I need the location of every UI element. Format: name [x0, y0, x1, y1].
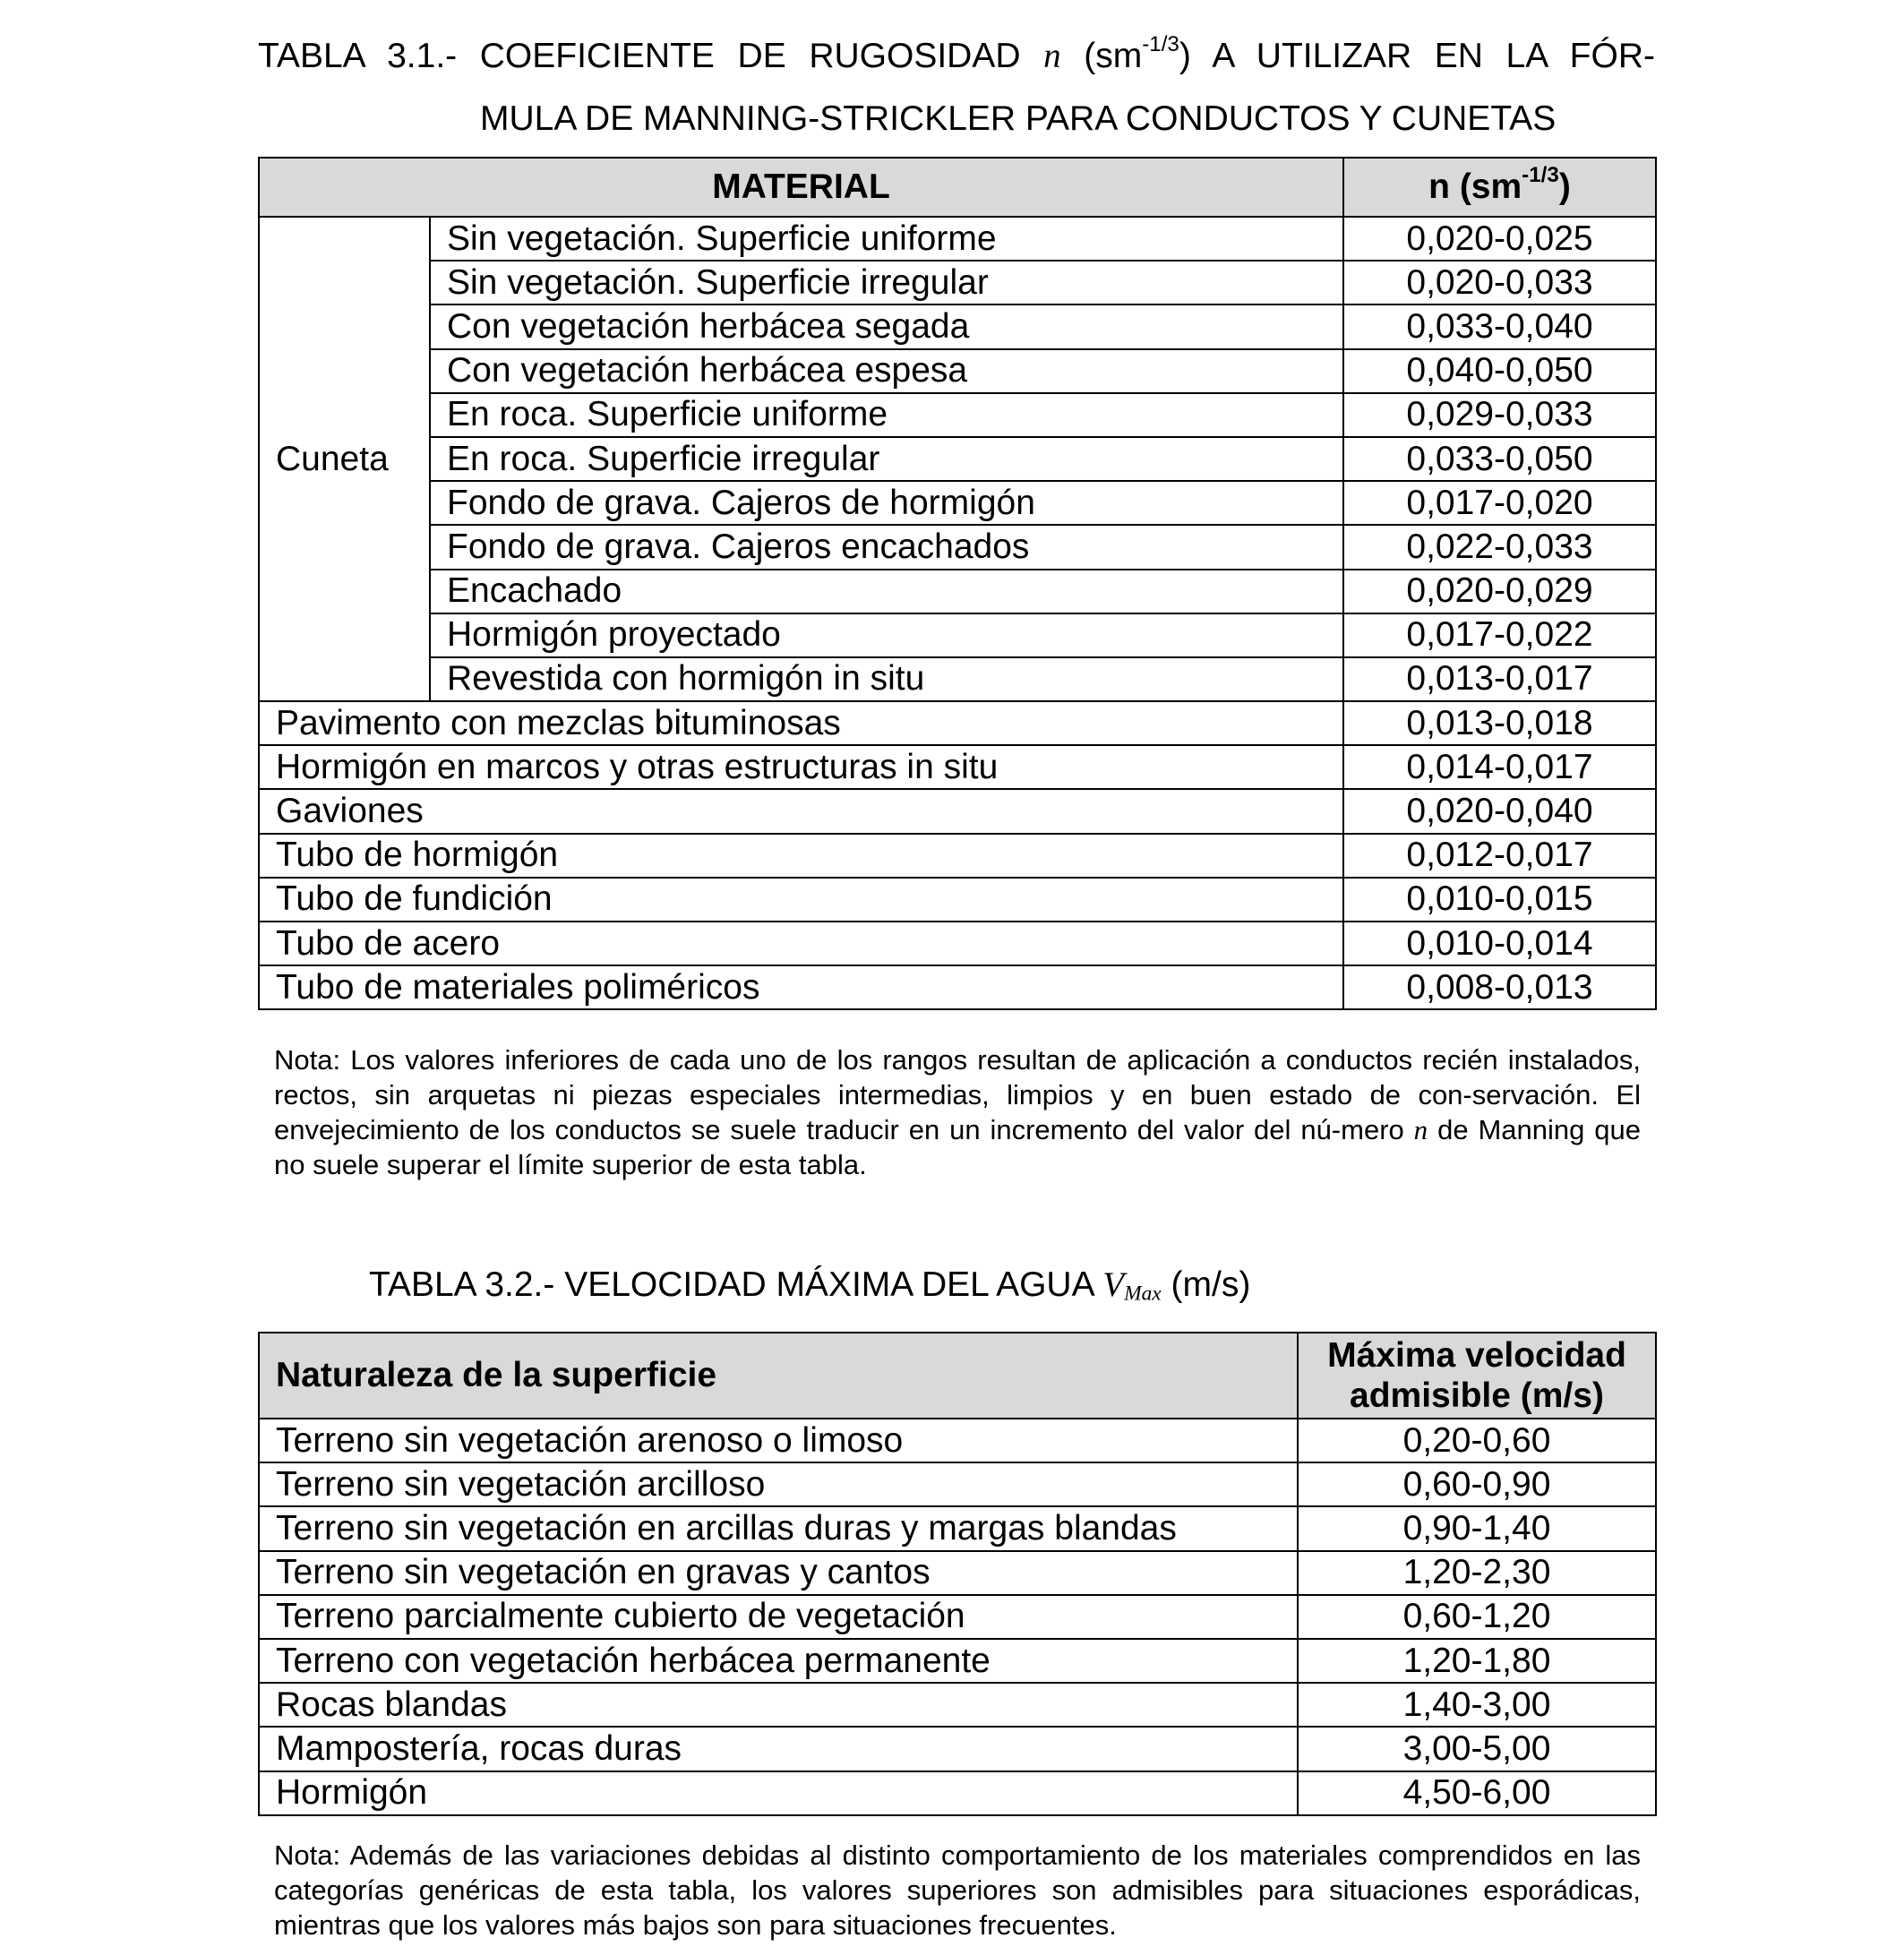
table-row [259, 613, 1656, 657]
table-row [259, 570, 1656, 613]
n-value-cell: 0,008-0,013 [1343, 965, 1656, 1009]
surface-cell: Rocas blandas [259, 1683, 1298, 1727]
table-row [259, 701, 1656, 745]
velocity-cell: 0,60-1,20 [1298, 1595, 1656, 1639]
unit-base: (sm [1084, 37, 1143, 75]
table-row [259, 1639, 1656, 1683]
surface-cell: Terreno parcialmente cubierto de vegetación [259, 1595, 1298, 1639]
velocity-cell: 0,20-0,60 [1298, 1419, 1656, 1462]
n-value-cell: 0,014-0,017 [1343, 745, 1656, 789]
material-cell: Tubo de acero [259, 922, 1343, 965]
table-row [259, 657, 1656, 701]
n-value-cell: 0,017-0,020 [1343, 481, 1656, 525]
velocity-table [258, 1332, 1657, 1816]
material-cell: Encachado [430, 570, 1343, 613]
header-n [1343, 158, 1656, 217]
material-cell: Fondo de grava. Cajeros de hormigón [430, 481, 1343, 525]
vmax-symbol [1102, 1265, 1161, 1304]
table-row [259, 1727, 1656, 1771]
velocity-cell: 0,90-1,40 [1298, 1506, 1656, 1550]
surface-cell: Terreno sin vegetación en arcillas duras y margas blandas [259, 1506, 1298, 1550]
material-cell: Pavimento con mezclas bituminosas [259, 701, 1343, 745]
material-cell: Sin vegetación. Superficie irregular [430, 261, 1343, 304]
header-material: MATERIAL [259, 158, 1343, 217]
table2-note: Nota: Además de las variaciones debidas al distinto comportamiento de los materiales comprendidos en las categorías genéricas de esta tabla, los valores superiores son admisibles para situaciones esporádicas, mientras que los valores más bajos son para situaciones frecuentes. [274, 1839, 1641, 1941]
header-n-exp: -1/3 [1522, 162, 1559, 187]
n-value-cell: 0,020-0,033 [1343, 261, 1656, 304]
table-row [259, 1506, 1656, 1550]
table-row [259, 525, 1656, 569]
n-value-cell: 0,017-0,022 [1343, 613, 1656, 657]
surface-cell: Terreno sin vegetación en gravas y cantos [259, 1551, 1298, 1595]
table1-header-row [259, 158, 1656, 217]
header-velocity-line2: admisible (m/s) [1350, 1376, 1604, 1415]
n-value-cell: 0,033-0,050 [1343, 437, 1656, 481]
material-cell: Sin vegetación. Superficie uniforme [430, 217, 1343, 261]
velocity-cell: 1,20-2,30 [1298, 1551, 1656, 1595]
table-row [259, 1595, 1656, 1639]
velocity-cell: 0,60-0,90 [1298, 1462, 1656, 1506]
table2-header-row [259, 1333, 1656, 1419]
material-cell: Revestida con hormigón in situ [430, 657, 1343, 701]
note1-text-end: de Manning que no suele superar el límite superior de esta tabla. [274, 1114, 1641, 1180]
material-cell: En roca. Superficie irregular [430, 437, 1343, 481]
n-value-cell: 0,012-0,017 [1343, 834, 1656, 878]
material-cell: Tubo de hormigón [259, 834, 1343, 878]
n-value-cell: 0,020-0,029 [1343, 570, 1656, 613]
n-value-cell: 0,029-0,033 [1343, 393, 1656, 437]
table1-title-unit [1084, 31, 1191, 75]
table-row [259, 1771, 1656, 1815]
table-row [259, 965, 1656, 1009]
velocity-cell: 1,40-3,00 [1298, 1683, 1656, 1727]
table-row [259, 349, 1656, 393]
vmax-sub: Max [1124, 1282, 1162, 1306]
n-value-cell: 0,040-0,050 [1343, 349, 1656, 393]
surface-cell: Mampostería, rocas duras [259, 1727, 1298, 1771]
note1-text: Nota: Los valores inferiores de cada uno de los rangos resultan de aplicación a conductos recién instalados, rectos, sin arquetas ni piezas especiales intermedias, limpios y en buen estado de con-servación. El envejecimiento de los conductos se suele traducir en un incremento del valor del nú-mero [274, 1044, 1641, 1145]
velocity-cell: 1,20-1,80 [1298, 1639, 1656, 1683]
n-value-cell: 0,022-0,033 [1343, 525, 1656, 569]
table2-title [369, 1265, 1250, 1307]
note1-var: n [1413, 1114, 1428, 1145]
material-cell: En roca. Superficie uniforme [430, 393, 1343, 437]
table1-title-line2: MULA DE MANNING-STRICKLER PARA CONDUCTOS Y CUNETAS [480, 99, 1557, 138]
header-velocity [1298, 1333, 1656, 1419]
header-n-base: n (sm [1428, 167, 1522, 206]
n-value-cell: 0,033-0,040 [1343, 304, 1656, 348]
table-row [259, 261, 1656, 304]
table1-title [258, 25, 1655, 150]
material-cell: Tubo de materiales poliméricos [259, 965, 1343, 1009]
table-row [259, 922, 1656, 965]
surface-cell: Terreno sin vegetación arenoso o limoso [259, 1419, 1298, 1462]
table2-title-unit: (m/s) [1171, 1265, 1251, 1304]
surface-cell: Hormigón [259, 1771, 1298, 1815]
table-row [259, 878, 1656, 922]
n-value-cell: 0,010-0,015 [1343, 878, 1656, 922]
velocity-cell: 4,50-6,00 [1298, 1771, 1656, 1815]
table-row [259, 437, 1656, 481]
material-cell: Fondo de grava. Cajeros encachados [430, 525, 1343, 569]
table-row [259, 481, 1656, 525]
roughness-table [258, 157, 1657, 1010]
table-row [259, 304, 1656, 348]
n-value-cell: 0,013-0,017 [1343, 657, 1656, 701]
table-row [259, 393, 1656, 437]
vmax-var: V [1102, 1265, 1125, 1304]
header-velocity-line1: Máxima velocidad [1327, 1336, 1626, 1375]
material-cell: Hormigón proyectado [430, 613, 1343, 657]
unit-close: ) [1179, 37, 1191, 75]
header-n-close: ) [1558, 167, 1571, 206]
table-row [259, 1683, 1656, 1727]
table-row [259, 1419, 1656, 1462]
n-value-cell: 0,020-0,025 [1343, 217, 1656, 261]
n-value-cell: 0,010-0,014 [1343, 922, 1656, 965]
table-row [259, 745, 1656, 789]
header-surface: Naturaleza de la superficie [259, 1333, 1298, 1419]
material-cell: Gaviones [259, 789, 1343, 833]
table-row [259, 1551, 1656, 1595]
table1-note [274, 1042, 1641, 1182]
table-row [259, 834, 1656, 878]
unit-exp: -1/3 [1142, 31, 1179, 56]
group-label: Cuneta [259, 217, 430, 701]
table-row [259, 789, 1656, 833]
material-cell: Con vegetación herbácea espesa [430, 349, 1343, 393]
surface-cell: Terreno con vegetación herbácea permanente [259, 1639, 1298, 1683]
table1-title-line1 [258, 25, 1655, 88]
table-row [259, 217, 1656, 261]
table1-title-prefix: TABLA 3.1.- COEFICIENTE DE RUGOSIDAD [258, 37, 1021, 75]
surface-cell: Terreno sin vegetación arcilloso [259, 1462, 1298, 1506]
n-value-cell: 0,020-0,040 [1343, 789, 1656, 833]
table1-title-suffix: A UTILIZAR EN LA FÓR- [1212, 37, 1655, 75]
table2-title-prefix: TABLA 3.2.- VELOCIDAD MÁXIMA DEL AGUA [369, 1265, 1094, 1304]
n-value-cell: 0,013-0,018 [1343, 701, 1656, 745]
material-cell: Hormigón en marcos y otras estructuras in situ [259, 745, 1343, 789]
material-cell: Con vegetación herbácea segada [430, 304, 1343, 348]
material-cell: Tubo de fundición [259, 878, 1343, 922]
table1-title-var: n [1043, 37, 1061, 75]
velocity-cell: 3,00-5,00 [1298, 1727, 1656, 1771]
table-row [259, 1462, 1656, 1506]
